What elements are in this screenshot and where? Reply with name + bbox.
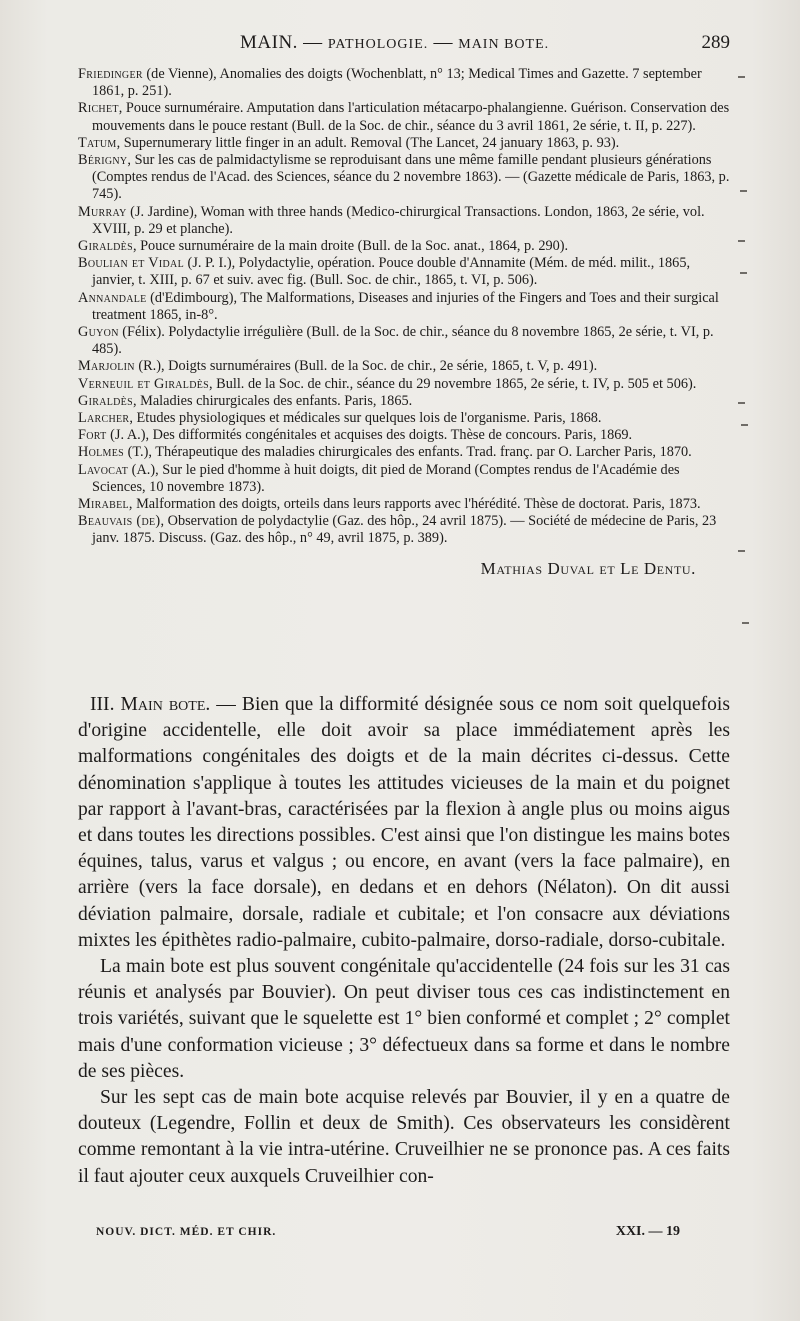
reference-author: Guyon xyxy=(78,324,119,341)
reference-entry xyxy=(78,66,730,100)
margin-mark xyxy=(738,550,745,552)
reference-entry xyxy=(78,496,730,513)
reference-author: Murray xyxy=(78,203,127,220)
reference-entry xyxy=(78,324,730,358)
reference-author: Fort xyxy=(78,427,107,444)
margin-mark xyxy=(738,402,745,404)
reference-author: Annandale xyxy=(78,289,147,306)
reference-entry xyxy=(78,290,730,324)
reference-entry xyxy=(78,255,730,289)
reference-entry xyxy=(78,152,730,204)
reference-text: , Sur les cas de palmidactylisme se reproduisant dans une même famille pendant plusieurs générations (Comptes rendus de l'Acad. des Sciences, séance du 2 novembre 1863). — (Gazette médicale de Paris, 1863, p. 745). xyxy=(92,152,730,203)
reference-entry xyxy=(78,410,730,427)
header-subsection: MAIN BOTE. xyxy=(458,37,550,52)
section-heading: III. Main bote. xyxy=(90,694,211,715)
reference-author: Mirabel xyxy=(78,496,129,513)
reference-author: Giraldès xyxy=(78,238,133,255)
reference-entry xyxy=(78,427,730,444)
reference-entry xyxy=(78,358,730,375)
paragraph-text: — Bien que la difformité désignée sous ce nom soit quelquefois d'origine accidentelle, elle doit avoir sa place immédiatement après les malformations congénitales des doigts et de la main décrites ci-dessus. Cette dénomination s'applique à toutes les attitudes vicieuses de la main et du poignet par rapport à l'avant-bras, caractérisées par la flexion à angle plus ou moins aigus et dans toutes les directions possibles. C'est ainsi que l'on distingue les mains botes équines, talus, varus et valgus ; ou encore, en avant (vers la face palmaire), en arrière (vers la face dorsale), en dedans et en dehors (Nélaton). On dit aussi déviation palmaire, dorsale, radiale et cubitale; et l'on consacre aux déviations mixtes les épithètes radio-palmaire, cubito-palmaire, dorso-radiale, dorso-cubitale. xyxy=(78,694,730,951)
paragraph: Sur les sept cas de main bote acquise relevés par Bouvier, il y en a quatre de douteux (Legendre, Follin et deux de Smith). Ces observateurs les considèrent comme remontant à la vie intra-utérine. Cruveilhier ne se prononce pas. A ces faits il faut ajouter ceux auxquels Cruveilhier con- xyxy=(78,1087,730,1187)
page-number: 289 xyxy=(701,32,730,53)
reference-author: Larcher xyxy=(78,410,130,427)
reference-text: (J. A.), Des difformités congénitales et acquises des doigts. Thèse de concours. Paris, 1869. xyxy=(106,427,633,444)
reference-text: (A.), Sur le pied d'homme à huit doigts, dit pied de Morand (Comptes rendus de l'Académie des Sciences, 10 novembre 1873). xyxy=(92,461,680,495)
article-body xyxy=(78,692,730,1190)
margin-mark xyxy=(740,190,747,192)
header-dash-2: — xyxy=(433,32,453,53)
reference-author: Giraldès xyxy=(78,392,133,409)
header-dash-1: — xyxy=(303,32,323,53)
paragraph: La main bote est plus souvent congénitale qu'accidentelle (24 fois sur les 31 cas réunis et analysés par Bouvier). On peut diviser tous ces cas indistinctement en trois variétés, suivant que le squelette est 1° bien conformé et complet ; 2° complet mais d'une conformation vicieuse ; 3° défectueux dans sa forme et dans le nombre de ses pièces. xyxy=(78,956,730,1082)
reference-text: , Etudes physiologiques et médicales sur quelques lois de l'organisme. Paris, 1868. xyxy=(129,410,602,427)
reference-text: , Pouce surnuméraire de la main droite (Bull. de la Soc. anat., 1864, p. 290). xyxy=(132,238,569,255)
reference-author: Tatum xyxy=(78,134,117,151)
margin-mark xyxy=(738,76,745,78)
page-footer xyxy=(96,1226,680,1246)
reference-entry xyxy=(78,238,730,255)
reference-author: Richet xyxy=(78,100,119,117)
reference-entry xyxy=(78,100,730,134)
reference-author: Bérigny xyxy=(78,152,128,169)
reference-text: (T.), Thérapeutique des maladies chirurgicales des enfants. Trad. franç. par O. Larcher Paris, 1870. xyxy=(124,444,692,461)
reference-author: Lavocat xyxy=(78,461,129,478)
header-title xyxy=(240,32,549,54)
reference-entry xyxy=(78,204,730,238)
margin-mark xyxy=(742,622,749,624)
margin-mark xyxy=(741,424,748,426)
footer-signature-mark: XXI. — 19 xyxy=(615,1224,680,1239)
reference-author: Beauvais (de) xyxy=(78,513,161,530)
header-section: PATHOLOGIE. xyxy=(327,37,429,52)
running-header xyxy=(80,32,730,58)
reference-entry xyxy=(78,462,730,496)
reference-text: , Maladies chirurgicales des enfants. Paris, 1865. xyxy=(132,392,413,409)
reference-author: Boulian et Vidal xyxy=(78,255,184,272)
reference-author: Holmes xyxy=(78,444,125,461)
reference-text: , Pouce surnuméraire. Amputation dans l'articulation métacarpo-phalangienne. Guérison. Conservation des mouvements dans le pouce restant (Bull. de la Soc. de chir., séance du 3 avril 1861, 2e série, t. II, p. 227). xyxy=(92,100,730,134)
paragraph xyxy=(78,692,730,954)
reference-author: Verneuil et Giraldès xyxy=(78,375,210,392)
header-main: MAIN. xyxy=(240,32,298,53)
reference-entry xyxy=(78,444,730,461)
reference-text: (J. Jardine), Woman with three hands (Medico-chirurgical Transactions. London, 1863, 2e série, vol. XVIII, p. 29 et planche). xyxy=(92,203,705,237)
authors-signature: Mathias Duval et Le Dentu. xyxy=(480,558,696,578)
reference-text: , Observation de polydactylie (Gaz. des hôp., 24 avril 1875). — Société de médecine de Paris, 23 janv. 1875. Discuss. (Gaz. des hôp., n° 49, avril 1875, p. 389). xyxy=(92,513,717,547)
reference-entry xyxy=(78,135,730,152)
reference-entry xyxy=(78,513,730,547)
reference-entry xyxy=(78,393,730,410)
reference-entry xyxy=(78,376,730,393)
reference-text: (J. P. I.), Polydactylie, opération. Pouce double d'Annamite (Mém. de méd. milit., 1865, janvier, t. XIII, p. 67 et suiv. avec fig. (Bull. Soc. de chir., 1865, t. VI, p. 506). xyxy=(92,255,691,289)
reference-text: (Félix). Polydactylie irrégulière (Bull. de la Soc. de chir., séance du 8 novembre 1865, 2e série, t. VI, p. 485). xyxy=(92,324,714,358)
reference-text: (d'Edimbourg), The Malformations, Diseases and injuries of the Fingers and Toes and their surgical treatment 1865, in-8°. xyxy=(92,289,719,323)
reference-text: , Supernumerary little finger in an adult. Removal (The Lancet, 24 january 1863, p. 93). xyxy=(116,134,620,151)
reference-text: (de Vienne), Anomalies des doigts (Wochenblatt, n° 13; Medical Times and Gazette. 7 september 1861, p. 251). xyxy=(92,66,702,100)
reference-author: Marjolin xyxy=(78,358,135,375)
footer-signature-title: NOUV. DICT. MÉD. ET CHIR. xyxy=(96,1226,277,1238)
bibliography xyxy=(78,66,730,577)
reference-text: (R.), Doigts surnuméraires (Bull. de la Soc. de chir., 2e série, 1865, t. V, p. 491). xyxy=(134,358,598,375)
reference-author: Friedinger xyxy=(78,66,143,82)
margin-mark xyxy=(738,240,745,242)
reference-text: , Malformation des doigts, orteils dans leurs rapports avec l'hérédité. Thèse de doctorat. Paris, 1873. xyxy=(128,496,701,513)
reference-text: , Bull. de la Soc. de chir., séance du 29 novembre 1865, 2e série, t. IV, p. 505 et 506). xyxy=(209,375,697,392)
margin-mark xyxy=(740,272,747,274)
